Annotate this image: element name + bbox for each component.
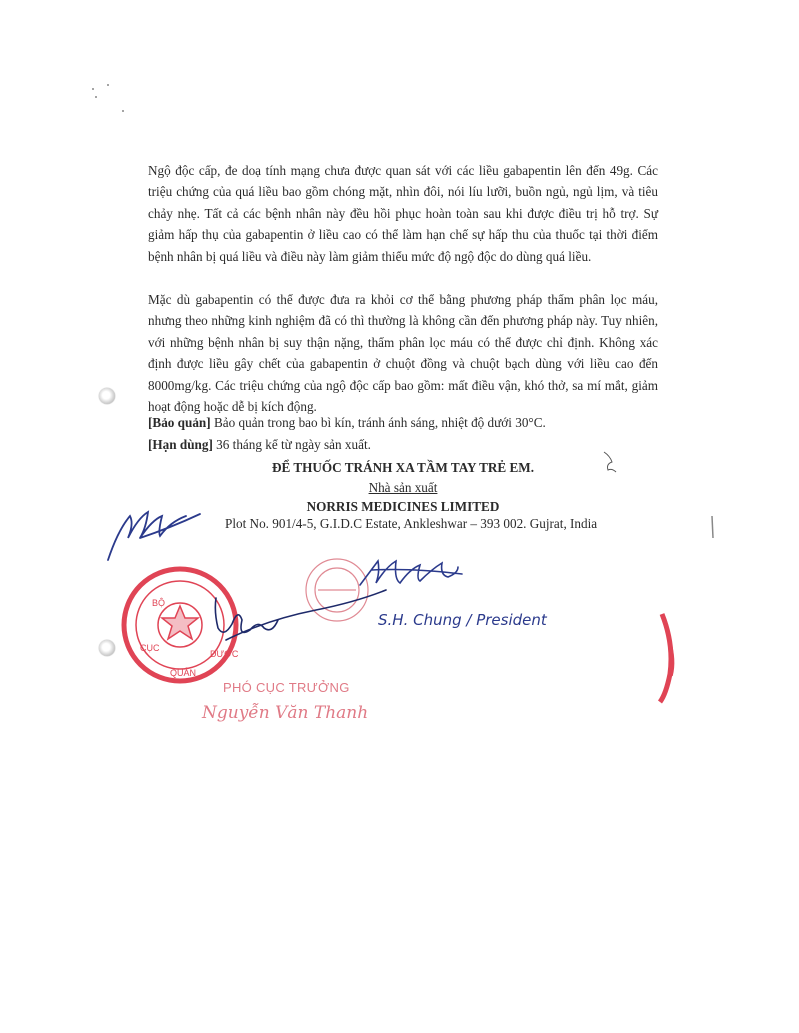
seal-letter: DƯỢC (210, 649, 239, 659)
storage-text: Bảo quản trong bao bì kín, tránh ánh sáng, nhiệt độ dưới 30°C. (210, 415, 546, 430)
manufacturer-name: NORRIS MEDICINES LIMITED (306, 499, 500, 514)
manufacturer-label: Nhà sản xuất (368, 480, 438, 495)
storage-label: [Bảo quản] (148, 415, 211, 430)
edge-mark (712, 516, 713, 538)
expiry-label: [Hạn dùng] (148, 437, 213, 452)
ministry-seal (124, 569, 239, 681)
expiry-text: 36 tháng kể từ ngày sản xuất. (212, 437, 371, 452)
seal-letter: QUẢN (170, 668, 197, 678)
manufacturer-address: Plot No. 901/4-5, G.I.D.C Estate, Ankleshwar – 393 002. Gujrat, India (225, 516, 598, 531)
president-signature (360, 561, 462, 585)
official-signature (215, 590, 386, 640)
manufacturer-stamp (306, 559, 368, 621)
pencil-mark (604, 452, 616, 472)
overdose-paragraph: Ngộ độc cấp, đe doạ tính mạng chưa được quan sát với các liều gabapentin lên đến 49g. Các triệu chứng của quá liều bao gồm chóng mặt, nhìn đôi, nói líu lưỡi, buồn ngủ, ngủ lịm, và tiêu chảy nhẹ. Tất cả các bệnh nhân này đều hồi phục hoàn toàn sau khi được điều trị hỗ trợ. Sự giảm hấp thụ của gabapentin ở liều cao có thể làm hạn chế sự hấp thu của thuốc tại thời điểm bệnh nhân bị quá liều và điều này làm giảm thiểu mức độ ngộ độc do dùng quá liều. (148, 163, 658, 264)
seal-letter: BỘ (152, 598, 166, 608)
dialysis-paragraph: Mặc dù gabapentin có thể được đưa ra khỏi cơ thể bằng phương pháp thẩm phân lọc máu, nhưng theo những kinh nghiệm đã có thì thường là không cần đến phương pháp này. Tuy nhiên, với những bệnh nhân bị suy thận nặng, thẩm phân lọc máu có thể được chỉ định. Không xác định được liều gây chết của gabapentin ở chuột đồng và chuột bạch dùng với liều cao đến 8000mg/kg. Các triệu chứng của ngộ độc cấp bao gồm: mất điều vận, khó thở, sa mí mắt, giảm hoạt động hoặc dễ bị kích động. (148, 292, 658, 415)
partial-seal-edge (660, 614, 671, 702)
seal-letter: CỤC (140, 643, 160, 653)
official-name: Nguyễn Văn Thanh (202, 703, 369, 723)
blue-signature (108, 512, 200, 560)
official-title: PHÓ CỤC TRƯỞNG (223, 680, 350, 695)
president-name-title: S.H. Chung / President (378, 611, 547, 629)
child-warning: ĐỂ THUỐC TRÁNH XA TẦM TAY TRẺ EM. (271, 460, 535, 475)
